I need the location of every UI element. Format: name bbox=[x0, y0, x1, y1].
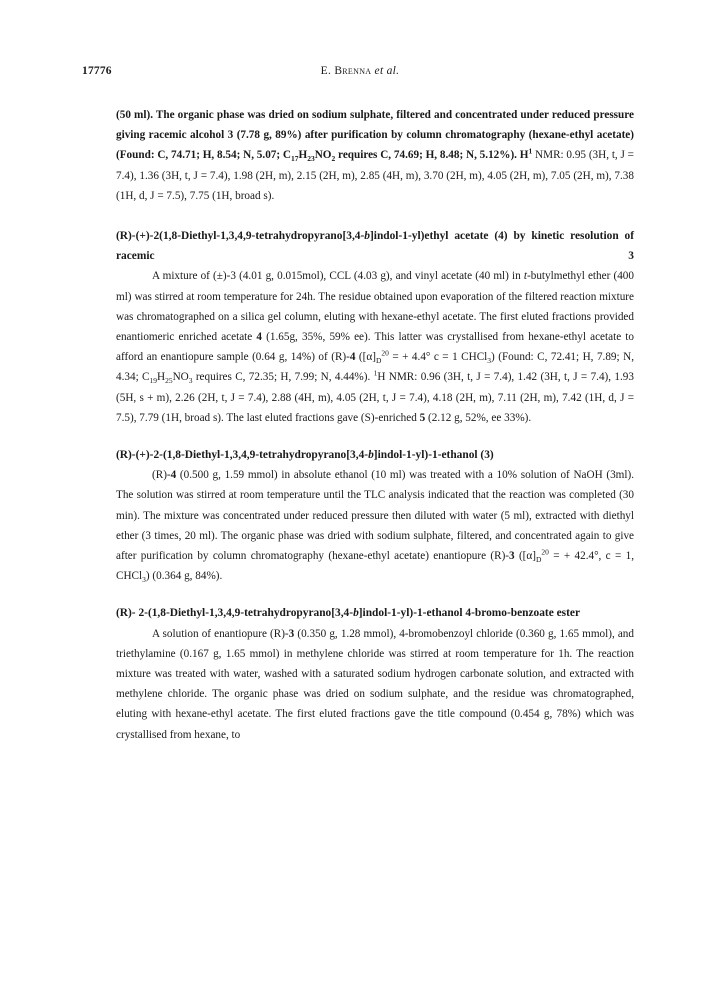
ethanol-heading: (R)-(+)-2-(1,8-Diethyl-1,3,4,9-tetrahydropyrano[3,4-b]indol-1-yl)-1-ethanol (3) bbox=[116, 449, 494, 462]
article-body bbox=[116, 105, 634, 745]
ester-paragraph: A solution of enantiopure (R)-3 (0.350 g, 1.28 mmol), 4-bromobenzoyl chloride (0.360 g, 1.65 mmol), and triethylamine (0.167 g, 1.65 mmol) in methylene chloride was stirred at room temperature for 1h. The reaction mixture was treated with water, washed with a saturated sodium hydrogen carbonate solution, and extracted with methylene chloride. The organic phase was dried on sodium sulphate, and the residue was chromatographed, eluting with hexane-ethyl acetate. The first eluted fractions gave the title compound (0.454 g, 78%) which was crystallised from hexane, to bbox=[116, 627, 634, 741]
kinetic-heading: (R)-(+)-2(1,8-Diethyl-1,3,4,9-tetrahydropyrano[3,4-b]indol-1-yl)ethyl acetate (4) by kinetic resolution of racemic 3 bbox=[116, 230, 634, 263]
running-head bbox=[0, 65, 720, 77]
intro-paragraph: (50 ml). The organic phase was dried on sodium sulphate, filtered and concentrated under reduced pressure giving racemic alcohol 3 (7.78 g, 89%) after purification by column chromatography (hexane-ethyl acetate) (Found: C, 74.71; H, 8.54; N, 5.07; $C_{17}H_{23}NO_2$ requires C, 74.69; H, 8.48; N, 5.12%). $H^1$ NMR: 0.95 (3H, t, J = 7.4), 1.36 (3H, t, J = 7.4), 1.98 (2H, m), 2.15 (2H, m), 2.85 (4H, m), 3.70 (2H, m), 4.05 (2H, m), 7.05 (2H, m), 7.38 (1H, d, J = 7.5), 7.75 (1H, broad s). bbox=[116, 109, 634, 202]
et-al: et al. bbox=[371, 65, 400, 77]
author-initial: E. bbox=[320, 65, 335, 77]
ethanol-paragraph: (R)-4 (0.500 g, 1.59 mmol) in absolute ethanol (10 ml) was treated with a 10% solution of NaOH (3ml). The solution was stirred at room temperature until the TLC analysis indicated that the reaction was completed (30 min). The mixture was concentrated under reduced pressure then diluted with water (5 ml), extracted with diethyl ether (3 times, 20 ml). The organic phase was dried with sodium sulphate, filtered, and concentrated again to give after purification by column chromatography (hexane-ethyl acetate) enantiopure (R)-3 ($[\alpha]_D^{20}$ = + 42.4°, c = 1, CHCl$_3$) (0.364 g, 84%). bbox=[116, 469, 634, 585]
page-number: 17776 bbox=[82, 65, 112, 77]
ester-heading: (R)- 2-(1,8-Diethyl-1,3,4,9-tetrahydropyrano[3,4-b]indol-1-yl)-1-ethanol 4-bromo-benzoate ester bbox=[116, 607, 580, 620]
kinetic-paragraph: A mixture of (±)-3 (4.01 g, 0.015mol), CCL (4.03 g), and vinyl acetate (40 ml) in t-butylmethyl ether (400 ml) was stirred at room temperature for 24h. The residue obtained upon evaporation of the filtered reaction mixture was chromatographed on a silica gel column, eluting with hexane-ethyl acetate. The first eluted fractions provided enantiomeric enriched acetate 4 (1.65g, 35%, 59% ee). This latter was crystallised from hexane-ethyl acetate to afford an enantiopure sample (0.64 g, 14%) of (R)-4 ($[\alpha]_D^{20}$ = + 4.4° c = 1 CHCl$_3$) (Found: C, 72.41; H, 7.89; N, 4.34; $C_{19}H_{25}NO_3$ requires C, 72.35; H, 7.99; N, 4.44%). $^1$H NMR: 0.96 (3H, t, J = 7.4), 1.42 (3H, t, J = 7.4), 1.93 (5H, s + m), 2.26 (2H, t, J = 7.4), 2.88 (4H, m), 4.05 (2H, t, J = 7.4), 4.18 (2H, m), 7.11 (2H, m), 7.42 (1H, d, J = 7.5), 7.79 (1H, broad s). The last eluted fractions gave (S)-enriched 5 (2.12 g, 52%, ee 33%). bbox=[116, 270, 635, 424]
author-surname: Brenna bbox=[334, 65, 372, 77]
